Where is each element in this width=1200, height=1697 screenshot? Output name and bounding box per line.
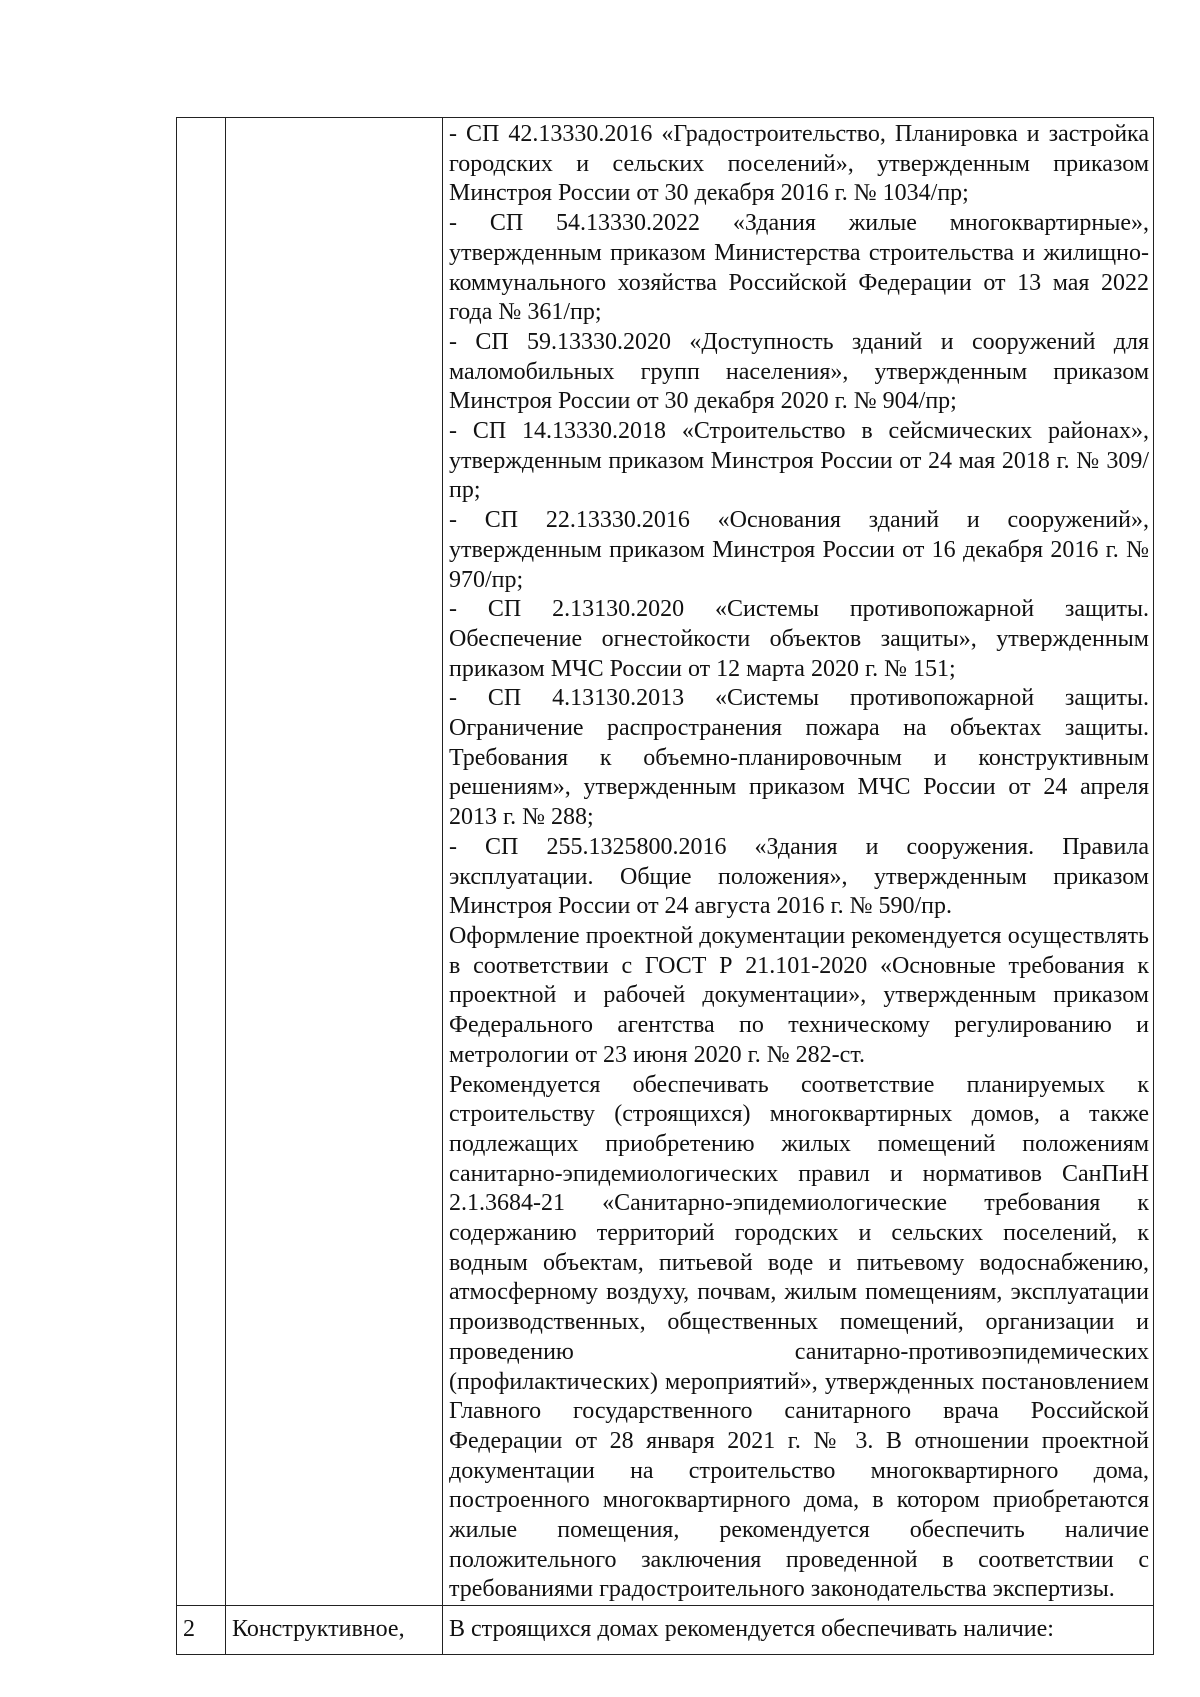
paragraph-sanpin: Рекомендуется обеспечивать соответствие планируемых к строительству (строящихся) многоквартирных домов, а также подлежащих приобретению жилых помещений положениям санитарно-эпидемиологических правил и нормативов СанПиН 2.1.3684-21 «Санитарно-эпидемиологические требования к содержанию территорий городских и сельских поселений, к водным объектам, питьевой воде и питьевому водоснабжению, атмосферному воздуху, почвам, жилым помещениям, эксплуатации производственных, общественных помещений, организации и проведению санитарно-противоэпидемических (профилактических) мероприятий», утвержденных постановлением Главного государственного санитарного врача Российской Федерации от 28 января 2021 г. № 3. В отношении проектной документации на строительство многоквартирного дома, построенного многоквартирного дома, в котором приобретаются жилые помещения, рекомендуется обеспечить наличие положительного заключения проведенной в соответствии с требованиями градостроительного законодательства экспертизы. (449, 1071, 1149, 1603)
paragraph-sp-59: - СП 59.13330.2020 «Доступность зданий и сооружений для маломобильных групп населения», утвержденным приказом Минстроя России от 30 декабря 2020 г. № 904/пр; (449, 328, 1149, 415)
row-number-cell (177, 1606, 226, 1655)
paragraph-sp-2: - СП 2.13130.2020 «Системы противопожарной защиты. Обеспечение огнестойкости объектов защиты», утвержденным приказом МЧС России от 12 марта 2020 г. № 151; (449, 596, 1149, 682)
requirements-table (176, 117, 1154, 1655)
paragraph-sp-42: - СП 42.13330.2016 «Градостроительство, Планировка и застройка городских и сельских поселений», утвержденным приказом Минстроя России от 30 декабря 2016 г. № 1034/пр; (449, 121, 1149, 207)
row-content: В строящихся домах рекомендуется обеспечивать наличие: (449, 1616, 1054, 1643)
row-content (443, 118, 1153, 1605)
row-name (226, 118, 442, 127)
row-name-cell (226, 118, 443, 1606)
table-row (177, 118, 1154, 1606)
paragraph-sp-54: - СП 54.13330.2022 «Здания жилые многоквартирные», утвержденным приказом Министерства строительства и жилищно-коммунального хозяйства Российской Федерации от 13 мая 2022 года № 361/пр; (449, 210, 1149, 326)
row-name-cell (226, 1606, 443, 1655)
paragraph-sp-14: - СП 14.13330.2018 «Строительство в сейсмических районах», утвержденным приказом Минстроя России от 24 мая 2018 г. № 309/пр; (449, 418, 1149, 504)
paragraph-gost: Оформление проектной документации рекомендуется осуществлять в соответствии с ГОСТ Р 21.101-2020 «Основные требования к проектной и рабочей документации», утвержденным приказом Федерального агентства по техническому регулированию и метрологии от 23 июня 2020 г. № 282-ст. (449, 922, 1149, 1068)
table-row (177, 1606, 1154, 1655)
paragraph-sp-22: - СП 22.13330.2016 «Основания зданий и сооружений», утвержденным приказом Минстроя России от 16 декабря 2016 г. № 970/пр; (449, 507, 1149, 593)
row-number-cell (177, 118, 226, 1606)
row-name: Конструктивное, (232, 1616, 405, 1643)
row-number: 2 (183, 1616, 195, 1643)
row-number (177, 118, 225, 127)
row-content-cell (443, 1606, 1154, 1655)
row-content-cell (443, 118, 1154, 1606)
paragraph-sp-4: - СП 4.13130.2013 «Системы противопожарной защиты. Ограничение распространения пожара на объектах защиты. Требования к объемно-планировочным и конструктивным решениям», утвержденным приказом МЧС России от 24 апреля 2013 г. № 288; (449, 685, 1149, 831)
paragraph-sp-255: - СП 255.1325800.2016 «Здания и сооружения. Правила эксплуатации. Общие положения», утвержденным приказом Минстроя России от 24 августа 2016 г. № 590/пр. (449, 833, 1149, 920)
